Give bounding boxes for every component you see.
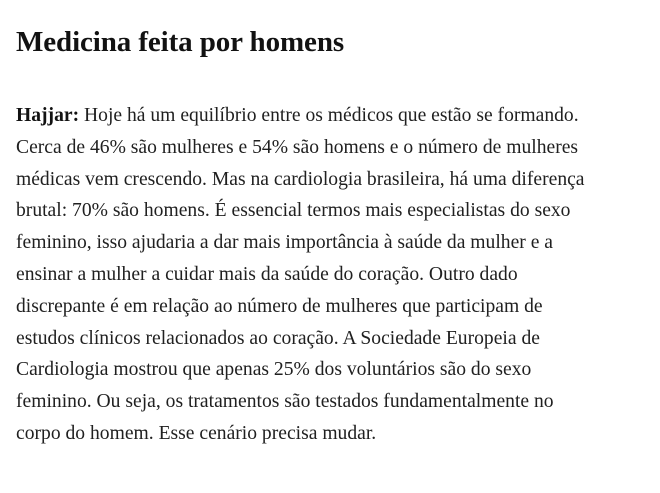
paragraph-line-2: Cerca de 46% são mulheres e 54% são homens e o número de mulheres xyxy=(16,136,579,158)
paragraph-line-7: discrepante é em relação ao número de mulheres que participam de xyxy=(16,295,543,317)
paragraph-line-10: feminino. Ou seja, os tratamentos são testados fundamentalmente no xyxy=(16,391,554,413)
speaker-label: Hajjar: xyxy=(16,105,80,126)
paragraph-line-5: feminino, isso ajudaria a dar mais importância à saúde da mulher e a xyxy=(16,232,554,254)
paragraph-line-8: estudos clínicos relacionados ao coração. A Sociedade Europeia de xyxy=(16,327,540,349)
article-heading: Medicina feita por homens xyxy=(16,26,345,58)
paragraph-line-1-text: Hoje há um equilíbrio entre os médicos que estão se formando. xyxy=(79,105,579,126)
paragraph-line-1 xyxy=(16,100,652,132)
paragraph-line-3: médicas vem crescendo. Mas na cardiologia brasileira, há uma diferença xyxy=(16,168,585,190)
paragraph-line-4: brutal: 70% são homens. É essencial termos mais especialistas do sexo xyxy=(16,200,571,222)
paragraph-line-11: corpo do homem. Esse cenário precisa mudar. xyxy=(16,422,377,444)
article xyxy=(16,22,652,450)
paragraph-line-9: Cardiologia mostrou que apenas 25% dos voluntários são do sexo xyxy=(16,359,532,381)
article-paragraph xyxy=(16,100,652,450)
paragraph-line-6: ensinar a mulher a cuidar mais da saúde do coração. Outro dado xyxy=(16,263,518,285)
